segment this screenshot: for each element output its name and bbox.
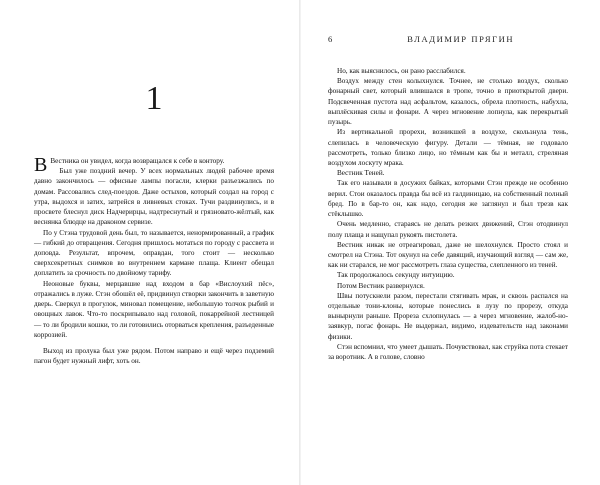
running-head [328, 34, 568, 44]
left-page-text-column [34, 156, 274, 366]
page-number: 6 [328, 34, 334, 44]
paragraph: Стэн вспомнил, что умеет дышать. Почувствовал, как струйка пота стекает за воротник. А в голове, словно [328, 342, 568, 362]
paragraph: Неоновые буквы, мерцавшие над входом в бар «Вислоухий пёс», отражались в луже. Стэн обошёл её, придвинул створки закончить в заветную дверь. Сверкул в прогулок, миновал помещение, небольшую толчок рыбий и овощных лавок. Что-то поскрипывало над головой, покаррейной лестницей — то ли бродили кошки, то ли готовились оторваться крепления, разъеденные коррозией. [34, 279, 274, 339]
paragraph: Вестник Теней. [337, 169, 385, 178]
paragraph: Потом Вестник развернулся. [337, 281, 425, 290]
paragraph: Из вертикальной прорехи, возникшей в воздухе, скользнула тень, слепилась в человеческую фигуру. Детали — тёмная, не годовало рассмотреть, только близко лицо, но тёмным как бы и металл, стреляная воздухом лоскуту мрака. [328, 128, 568, 167]
paragraph: Так его называли в досужих байках, которыми Стэн прежде не особенно верил. Стои оказалось правда бы всё из галдиницаю, на собственный полный бред. По в бар-то он, как надо, сегодня же заглянул и был трезв как стёклышко. [328, 179, 568, 219]
author-running-head: ВЛАДИМИР ПРЯГИН [407, 34, 515, 44]
paragraph: Вестник никак не отреагировал, даже не шелохнулся. Просто стоял и смотрел на Стэна. Тот окунул на себе давящий, изучающий взгляд — сам же, как ни старался, не мог рассмотреть глаза существа, слепленного из теней. [328, 240, 568, 270]
paragraph [34, 154, 274, 176]
paragraph: Воздух между стен колыхнулся. Точнее, не столько воздух, сколько фонарный свет, который влившался в тропе, точно в приоткрытой двери. Подсвеченная пустота над асфальтом, казалось, обрела плотность, набухла, выплёскивая силы и фонари. А через мгновение лопнула, как перекрытый пузырь. [328, 77, 568, 127]
right-page-text-column [328, 66, 568, 362]
paragraph: По у Стэна трудовой день был, то называется, ненормированный, а график — гибкий до отвращения. Сегодня пришлось мотаться по городу с рассвета и доповда. Результат, впрочем, оправдан, того стоит — несколько сверхсекретных снимков во внутреннем кармане плаща. Клиент обещал доплатить за срочность по двойному тарифу. [34, 228, 274, 278]
paragraph: Так продолжалось секунду интуицию. [337, 271, 455, 280]
drop-cap: В [34, 154, 48, 176]
paragraph: Выход из пролука был уже рядом. Потом направо и ещё через подземий пагон будет нужный лифт, хоть он. [34, 346, 274, 366]
right-page [300, 0, 600, 485]
paragraph: Но, как выяснилось, он рано расслабился. [337, 67, 466, 75]
paragraph: Был уже поздний вечер. У всех нормальных людей рабочее время давно закончилось — офисные лампы погасли, клерки разъезжались по домам. Рассовались след-поездов. Даже остыхов, который создал на город с утра, выдохся и затих, затрейся в ливневых стоках. Тучи раздвинулись, и в просвете блеснул диск Надчерирцы, надтреснутый и грязновато-жёлтый, как веснянка блюдце на драконом сервизе. [34, 167, 274, 227]
paragraph-text: Вестника он увидел, когда возвращался к себе в контору. [50, 157, 225, 165]
chapter-number: 1 [145, 80, 163, 117]
paragraph: Швы потускнели разом, перестали стягивать мрак, и сквозь распался на отдельные тони-клоны, которые понеслись в лузу по прорезу, откуда вынырнули раньше. Прореза схлопнулась — а через мгновение, жалоб-но-заявкур, погас фонарь. Не выдержал, видимо, издевательств над законами физики. [328, 291, 568, 341]
paragraph: Очень медленно, стараясь не делать резких движений, Стэн отодвинул полу плаща и нащупал рукоять пистолета. [328, 220, 568, 239]
